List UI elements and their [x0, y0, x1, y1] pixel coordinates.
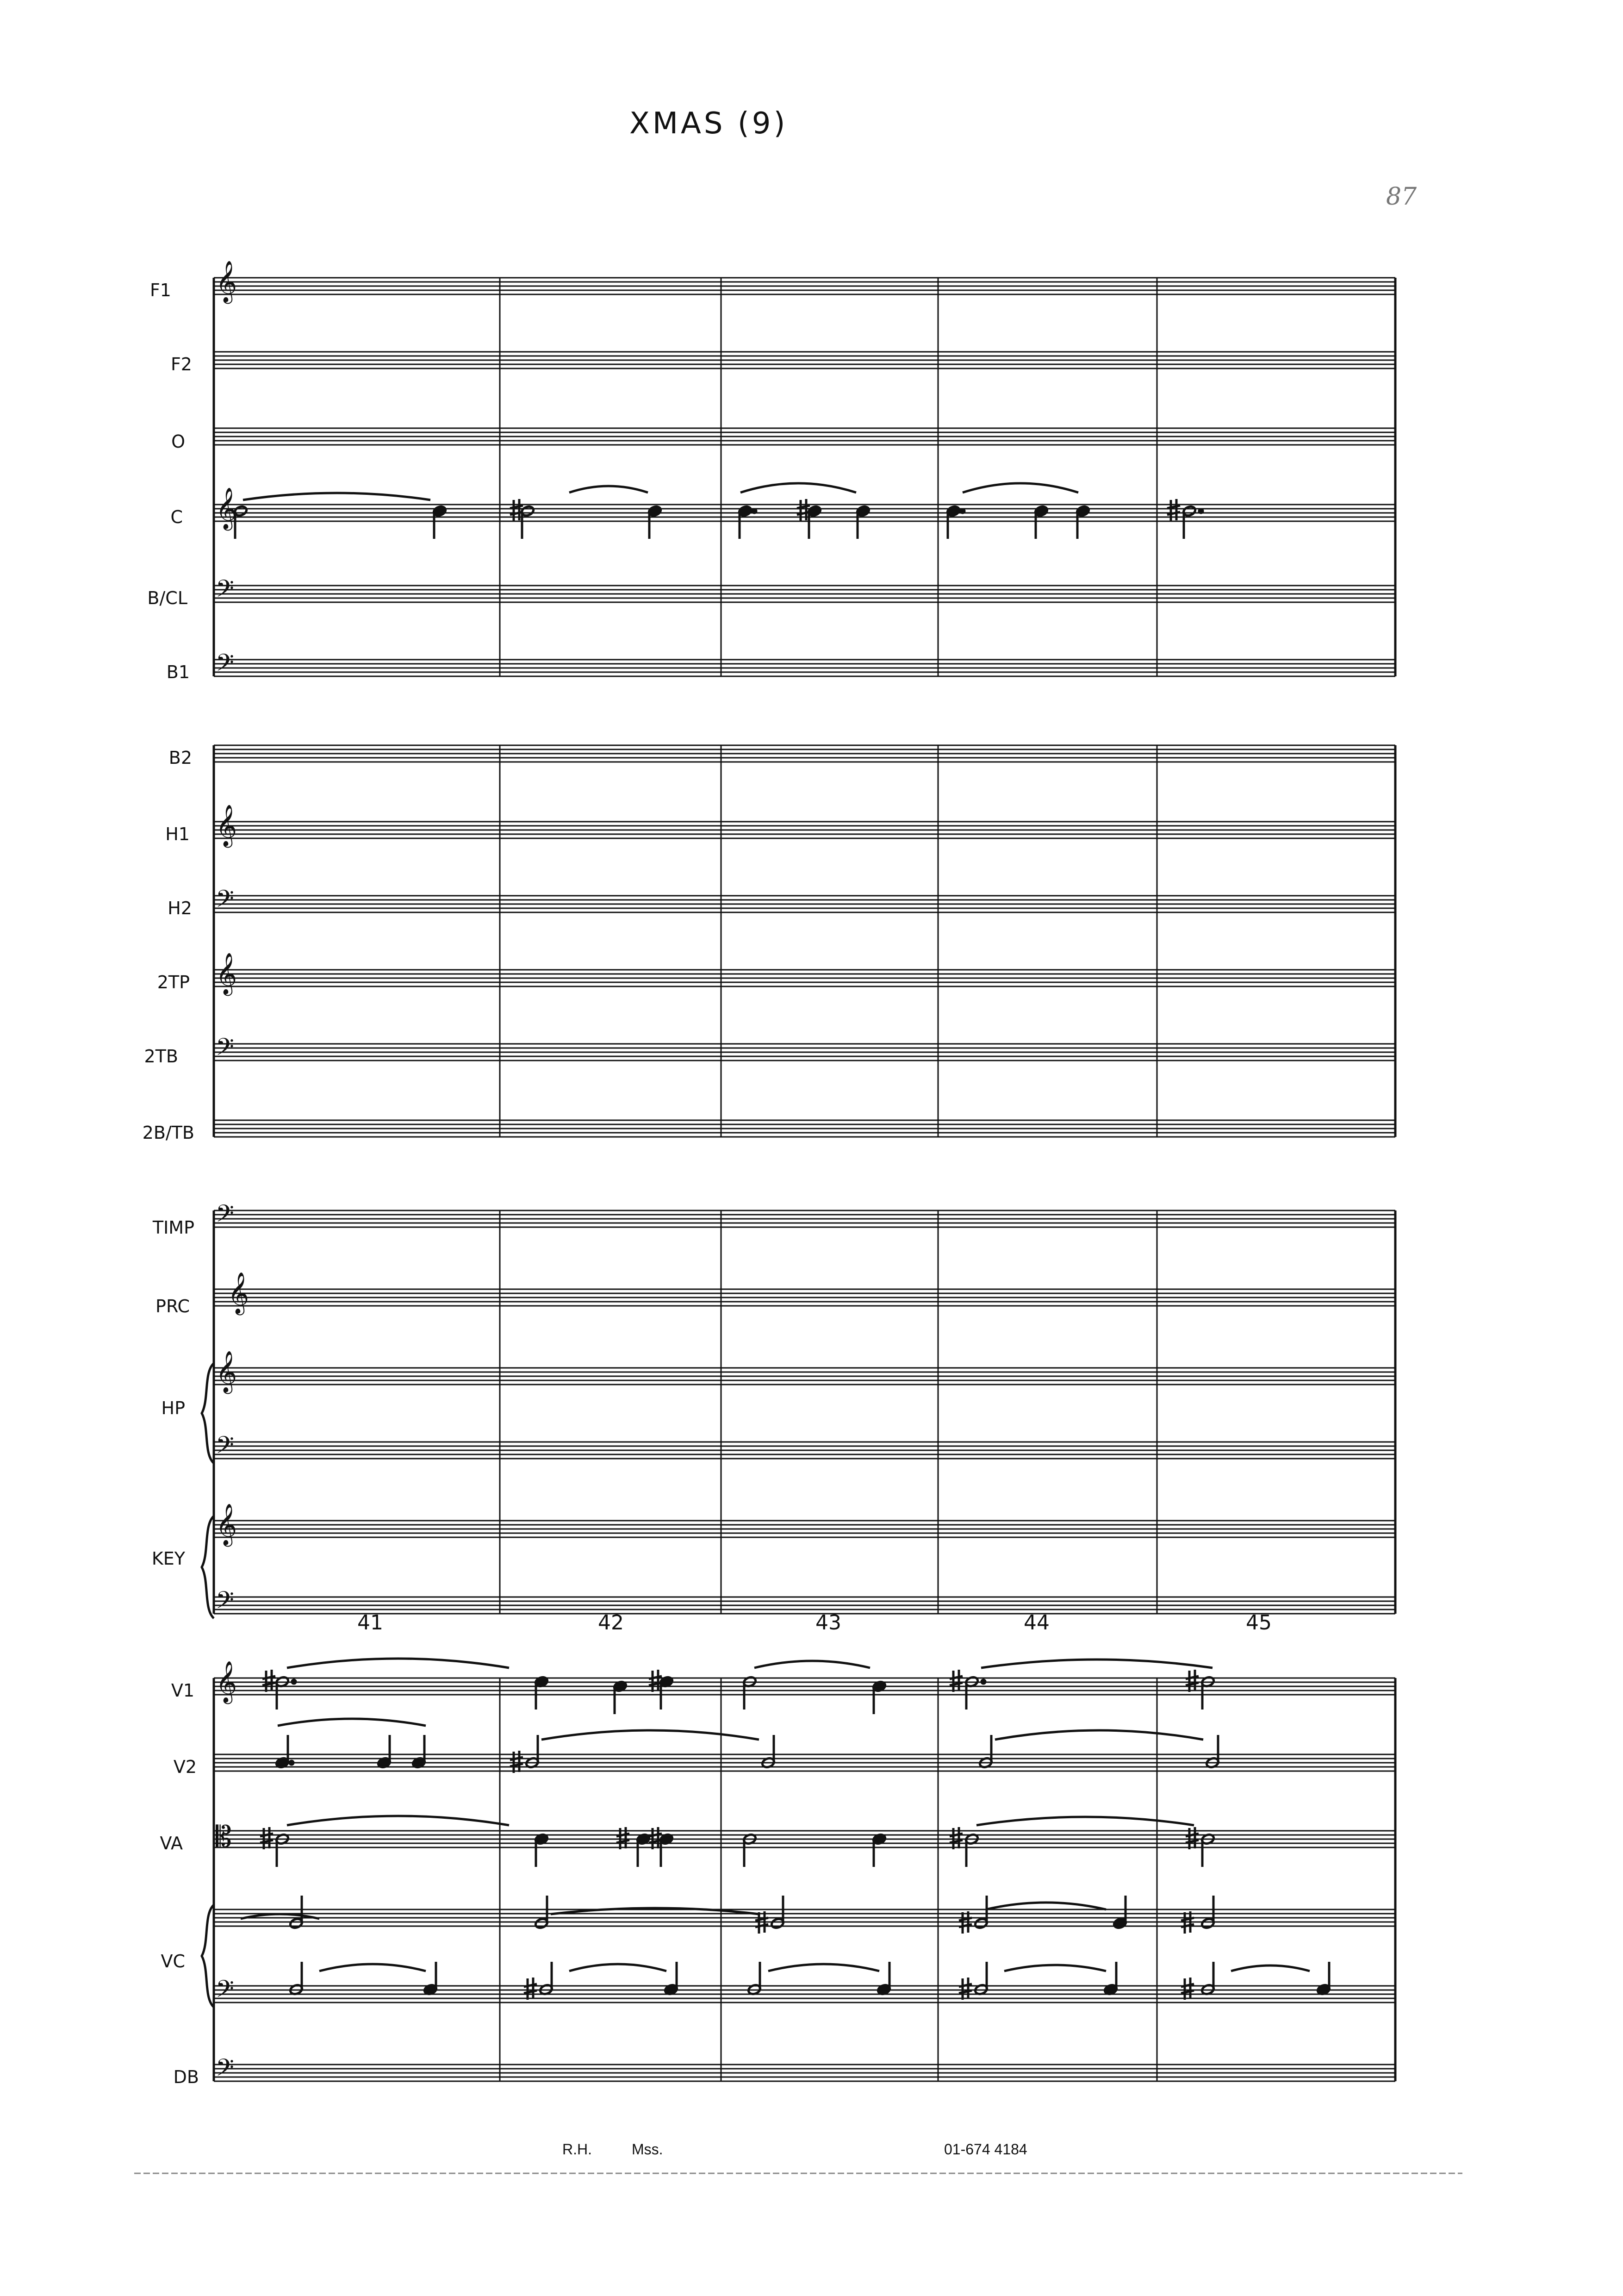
- staff-strings-2: [214, 1831, 1395, 1847]
- measure-number: 44: [1024, 1611, 1050, 1635]
- treble-clef-icon: 𝄞: [216, 1351, 237, 1392]
- note: [636, 1833, 651, 1867]
- note: [275, 1676, 290, 1710]
- note: [613, 1680, 628, 1714]
- slur: [319, 1964, 426, 1971]
- note: [664, 1962, 678, 1996]
- note: [761, 1735, 776, 1769]
- instrument-label-H2: H2: [168, 898, 192, 918]
- slur: [569, 486, 648, 493]
- slur: [981, 1660, 1213, 1668]
- note: [979, 1735, 993, 1769]
- system-1-barlines: [214, 278, 1395, 676]
- note: [771, 1896, 785, 1929]
- instrument-label-B1: B1: [166, 662, 190, 682]
- slur: [995, 1730, 1203, 1740]
- note: [1182, 505, 1197, 539]
- cello-brace-icon: [202, 1905, 214, 2007]
- note: [872, 1680, 887, 1714]
- staff-H1: [214, 822, 1395, 838]
- note: [974, 1896, 989, 1929]
- staff-strings-3: [214, 1909, 1395, 1926]
- system-2-barlines: [214, 745, 1395, 1137]
- slur: [740, 483, 856, 493]
- instrument-label-TIMP: TIMP: [152, 1217, 194, 1238]
- note: [808, 505, 822, 539]
- page-title: XMAS (9): [629, 106, 788, 141]
- slur: [963, 483, 1078, 493]
- note: [1076, 505, 1090, 539]
- dot: [961, 509, 964, 513]
- note: [423, 1962, 438, 1996]
- instrument-labels: [143, 261, 249, 2087]
- note: [535, 1896, 549, 1929]
- slur: [278, 1719, 426, 1726]
- instrument-label-PRC: PRC: [155, 1296, 190, 1316]
- dot: [292, 1680, 296, 1684]
- staff-system3-4: [214, 1521, 1395, 1537]
- instrument-label-KEY: KEY: [151, 1548, 185, 1569]
- note: [659, 1676, 674, 1710]
- sharp-icon: [262, 1670, 275, 1692]
- staff-B2: [214, 745, 1395, 762]
- staff-B1: [214, 660, 1395, 676]
- bass-clef-icon: 𝄢: [216, 2053, 234, 2087]
- bass-clef-icon: 𝄢: [216, 1431, 234, 1465]
- dot: [752, 509, 756, 513]
- slur: [569, 1964, 666, 1971]
- note: [535, 1676, 549, 1710]
- note: [1317, 1962, 1331, 1996]
- slur: [1231, 1965, 1310, 1971]
- note: [648, 505, 662, 539]
- treble-clef-icon: 𝄞: [216, 487, 237, 529]
- instrument-label-2B/TB: 2B/TB: [142, 1123, 194, 1143]
- staff-strings-0: [214, 1678, 1395, 1695]
- alto-clef-icon: 𝄡: [216, 1820, 232, 1853]
- note: [289, 1896, 304, 1929]
- slur: [754, 1661, 870, 1668]
- system-3-barlines: [214, 1210, 1395, 1614]
- note: [743, 1676, 757, 1710]
- staff-2B/TB: [214, 1120, 1395, 1137]
- slur: [976, 1817, 1194, 1825]
- instrument-label-HP: HP: [161, 1398, 185, 1418]
- note: [659, 1833, 674, 1867]
- staff-F2: [214, 352, 1395, 368]
- instrument-label-V2: V2: [173, 1757, 197, 1777]
- harp-brace-icon: [202, 1363, 214, 1463]
- note: [877, 1962, 891, 1996]
- slur: [768, 1964, 879, 1971]
- note: [535, 1833, 549, 1867]
- staff-system3-5: [214, 1597, 1395, 1614]
- instrument-label-O: O: [171, 431, 185, 452]
- instrument-label-F1: F1: [149, 280, 171, 300]
- instrument-label-2TP: 2TP: [157, 972, 190, 992]
- note: [234, 505, 248, 539]
- bass-clef-icon: 𝄢: [216, 1586, 234, 1620]
- dot: [1199, 509, 1203, 513]
- staff-F1: [214, 278, 1395, 294]
- bass-clef-icon: 𝄢: [216, 1199, 234, 1233]
- measure-numbers: [357, 1611, 1272, 1635]
- note: [965, 1833, 979, 1867]
- instrument-label-F2: F2: [170, 354, 192, 374]
- treble-clef-icon: 𝄞: [228, 1272, 249, 1314]
- dot: [290, 1761, 293, 1765]
- instrument-label-C: C: [170, 507, 183, 527]
- footer-mss: Mss.: [632, 2141, 663, 2158]
- measure-number: 42: [598, 1611, 624, 1635]
- staff-system3-1: [214, 1289, 1395, 1306]
- page-number: 87: [1386, 183, 1417, 211]
- note: [1201, 1833, 1215, 1867]
- staff-systems: [202, 278, 1395, 2081]
- measure-number: 43: [815, 1611, 841, 1635]
- note: [872, 1833, 887, 1867]
- staff-2TP: [214, 970, 1395, 986]
- instrument-label-B/CL: B/CL: [147, 588, 187, 608]
- measure-number: 45: [1246, 1611, 1272, 1635]
- staff-H2: [214, 896, 1395, 912]
- keyboard-brace-icon: [202, 1516, 214, 1618]
- slur: [243, 493, 430, 500]
- note: [1104, 1962, 1118, 1996]
- note: [1034, 505, 1049, 539]
- handwritten-notes: [234, 483, 1331, 2000]
- staff-O: [214, 428, 1395, 445]
- footer-copyist: R.H.: [562, 2141, 592, 2158]
- treble-clef-icon: 𝄞: [216, 1661, 237, 1703]
- instrument-label-B2: B2: [168, 748, 192, 768]
- dot: [982, 1680, 985, 1684]
- slur: [986, 1903, 1106, 1909]
- note: [1201, 1896, 1215, 1929]
- note: [525, 1735, 540, 1769]
- measure-number: 41: [357, 1611, 383, 1635]
- treble-clef-icon: 𝄞: [216, 805, 237, 846]
- sharp-icon: [959, 1978, 972, 2000]
- staff-system3-2: [214, 1368, 1395, 1385]
- note: [738, 505, 752, 539]
- note: [412, 1735, 426, 1769]
- note: [521, 505, 535, 539]
- instrument-label-H1: H1: [165, 824, 190, 844]
- bass-clef-icon: 𝄢: [216, 1975, 234, 2009]
- sharp-icon: [1181, 1978, 1194, 2000]
- note: [743, 1833, 757, 1867]
- note: [946, 505, 961, 539]
- instrument-label-DB: DB: [173, 2067, 199, 2087]
- instrument-label-VC: VC: [161, 1951, 185, 1972]
- note: [856, 505, 871, 539]
- footer-phone: 01-674 4184: [944, 2141, 1027, 2158]
- note: [275, 1735, 290, 1769]
- treble-clef-icon: 𝄞: [216, 1504, 237, 1545]
- sharp-icon: [950, 1670, 963, 1692]
- bass-clef-icon: 𝄢: [216, 1033, 234, 1067]
- note: [965, 1676, 979, 1710]
- slur: [287, 1816, 509, 1825]
- treble-clef-icon: 𝄞: [216, 953, 237, 994]
- sharp-icon: [1167, 499, 1180, 521]
- instrument-label-V1: V1: [171, 1680, 194, 1701]
- note: [433, 505, 447, 539]
- staff-strings-4: [214, 1986, 1395, 2003]
- staff-strings-5: [214, 2065, 1395, 2081]
- slur: [287, 1659, 509, 1668]
- note: [1113, 1896, 1127, 1929]
- instrument-label-2TB: 2TB: [144, 1046, 178, 1067]
- note: [275, 1833, 290, 1867]
- note: [1206, 1735, 1220, 1769]
- staff-system3-3: [214, 1442, 1395, 1459]
- note: [377, 1735, 392, 1769]
- staff-system3-0: [214, 1210, 1395, 1227]
- sharp-icon: [1186, 1670, 1199, 1692]
- bass-clef-icon: 𝄢: [216, 885, 234, 918]
- slur: [1004, 1965, 1106, 1971]
- note: [1201, 1676, 1215, 1710]
- slur: [541, 1730, 759, 1740]
- bass-clef-icon: 𝄢: [216, 649, 234, 682]
- treble-clef-icon: 𝄞: [216, 261, 237, 302]
- instrument-label-VA: VA: [160, 1833, 183, 1853]
- staff-2TB: [214, 1044, 1395, 1061]
- staff-B/CL: [214, 586, 1395, 602]
- sharp-icon: [524, 1978, 537, 2000]
- bass-clef-icon: 𝄢: [216, 574, 234, 608]
